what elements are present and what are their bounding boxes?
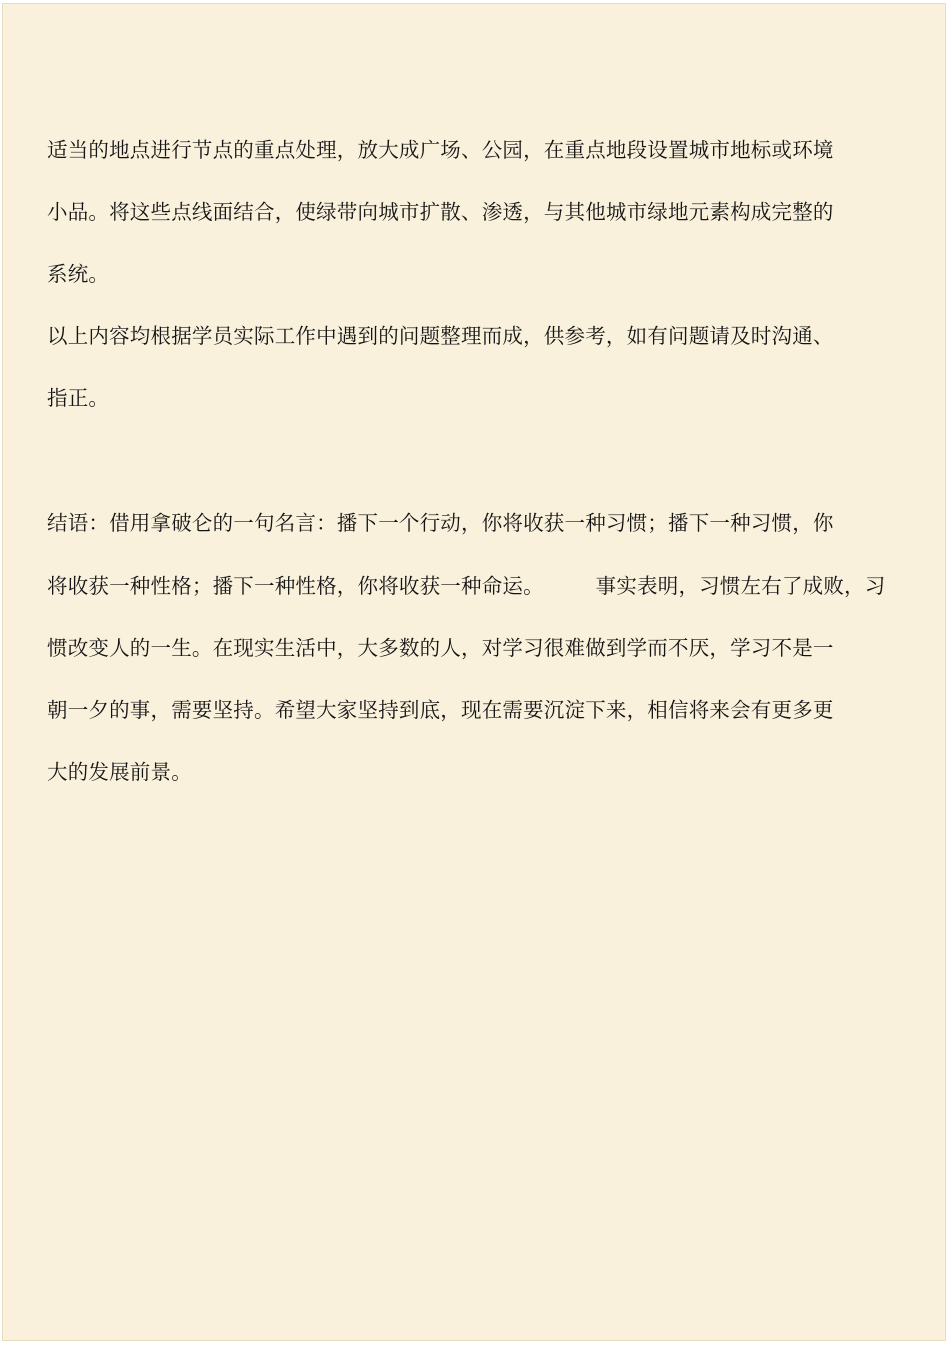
conclusion-line-1: 结语：借用拿破仑的一句名言：播下一个行动，你将收获一种习惯；播下一种习惯，你 [47,511,834,535]
paragraph-line-2: 小品。将这些点线面结合，使绿带向城市扩散、渗透，与其他城市绿地元素构成完整的 [47,200,834,224]
conclusion-line-4: 朝一夕的事，需要坚持。希望大家坚持到底，现在需要沉淀下来，相信将来会有更多更 [47,698,834,722]
conclusion-line-3: 惯改变人的一生。在现实生活中，大多数的人，对学习很难做到学而不厌，学习不是一 [47,636,834,660]
paragraph-line-4: 以上内容均根据学员实际工作中遇到的问题整理而成，供参考，如有问题请及时沟通、 [47,324,834,348]
conclusion-line-2: 将收获一种性格；播下一种性格，你将收获一种命运。 事实表明，习惯左右了成败，习 [47,574,886,598]
paragraph-line-3: 系统。 [47,262,110,286]
document-page [2,3,946,1341]
paragraph-line-5: 指正。 [47,386,110,410]
paragraph-line-1: 适当的地点进行节点的重点处理，放大成广场、公园，在重点地段设置城市地标或环境 [47,138,834,162]
conclusion-line-5: 大的发展前景。 [47,760,192,784]
